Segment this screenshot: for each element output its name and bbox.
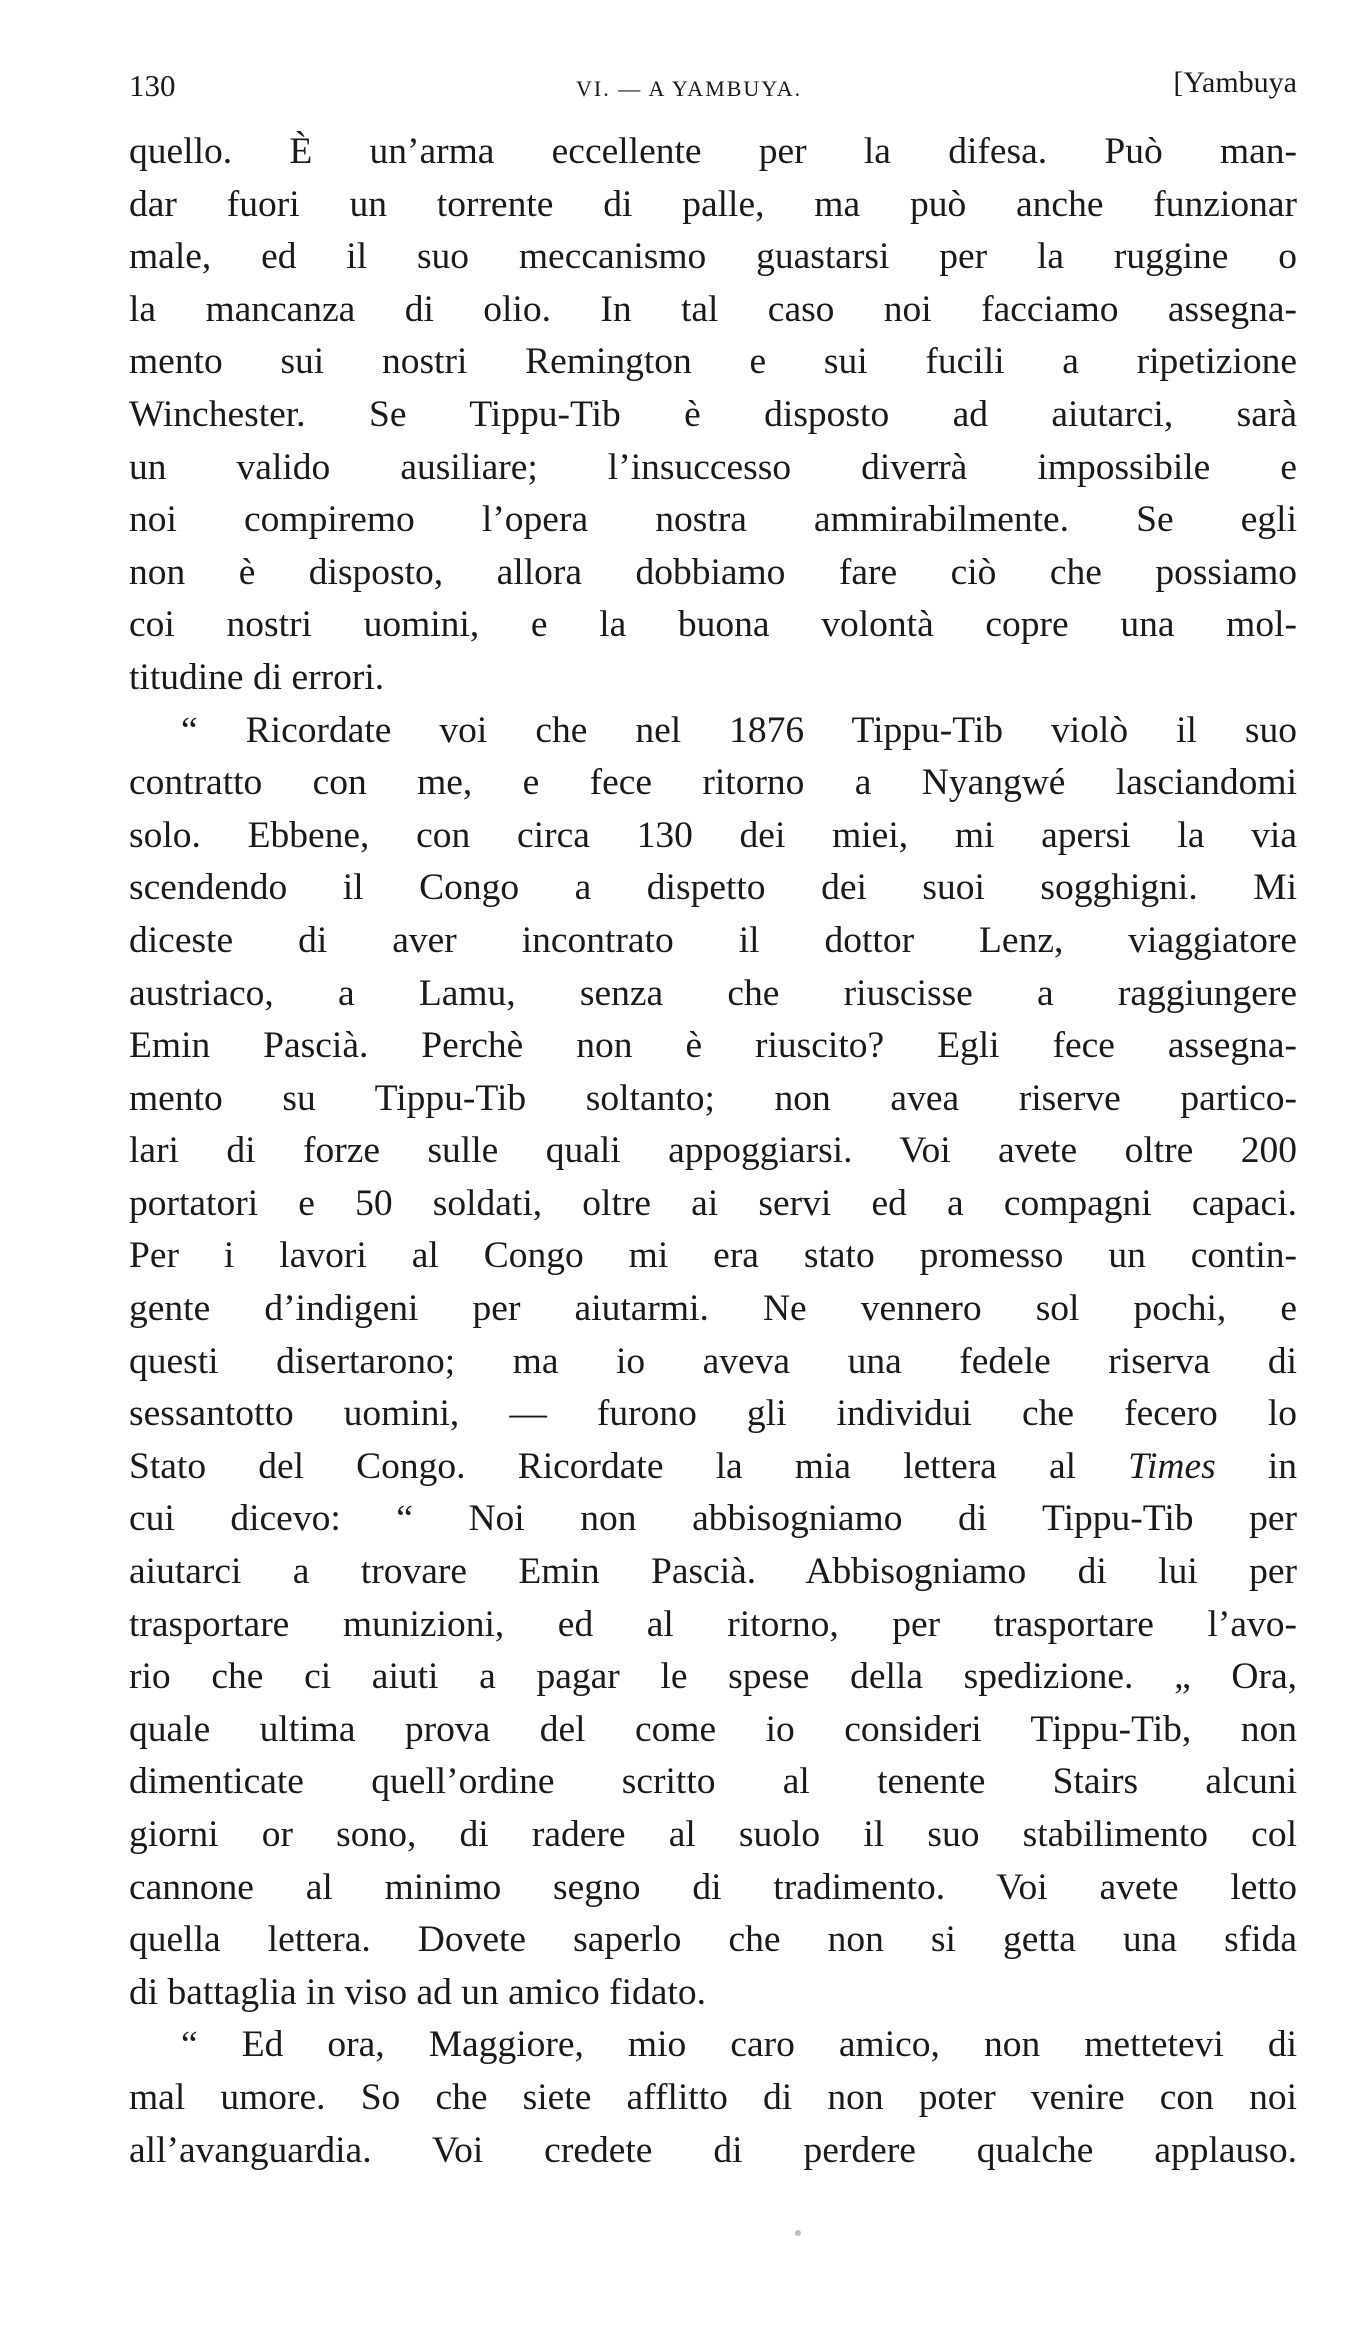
text-line: diceste di aver incontrato il dottor Lenz, viaggiatore <box>129 919 1297 961</box>
text-line: coi nostri uomini, e la buona volontà copre una mol- <box>129 604 1297 646</box>
text-line: all’avanguardia. Voi credete di perdere qualche applauso. <box>129 2129 1297 2171</box>
text-line: Winchester. Se Tippu-Tib è disposto ad aiutarci, sarà <box>129 393 1297 435</box>
text-line: mento sui nostri Remington e sui fucili a ripetizione <box>129 341 1297 383</box>
text-line: rio che ci aiuti a pagar le spese della spedizione. „ Ora, <box>129 1656 1297 1698</box>
text-line: cannone al minimo segno di tradimento. Voi avete letto <box>129 1866 1297 1908</box>
text-line: mal umore. So che siete afflitto di non poter venire con noi <box>129 2076 1297 2118</box>
text-line: sessantotto uomini, — furono gli individui che fecero lo <box>129 1393 1297 1435</box>
body-text <box>129 126 1297 2177</box>
text-line: Emin Pascià. Perchè non è riuscito? Egli fece assegna- <box>129 1025 1297 1067</box>
paragraph-end-line: titudine di errori. <box>129 656 385 698</box>
page-number: 130 <box>129 68 176 103</box>
text-line: male, ed il suo meccanismo guastarsi per la ruggine o <box>129 236 1297 278</box>
text-line: la mancanza di olio. In tal caso noi facciamo assegna- <box>129 288 1297 330</box>
text-line-part: Stato del Congo. Ricordate la mia lettera al <box>129 1445 1077 1487</box>
text-line: questi disertarono; ma io aveva una fedele riserva di <box>129 1340 1297 1382</box>
running-title: VI. — A YAMBUYA. <box>576 76 803 101</box>
text-line: contratto con me, e fece ritorno a Nyangwé lasciandomi <box>129 762 1297 804</box>
text-line: trasportare munizioni, ed al ritorno, per trasportare l’avo- <box>129 1603 1297 1645</box>
text-line: giorni or sono, di radere al suolo il suo stabilimento col <box>129 1814 1297 1855</box>
text-line: mento su Tippu-Tib soltanto; non avea riserve partico- <box>129 1077 1297 1119</box>
text-line: scendendo il Congo a dispetto dei suoi sogghigni. Mi <box>129 867 1297 909</box>
text-line: aiutarci a trovare Emin Pascià. Abbisogniamo di lui per <box>129 1551 1297 1593</box>
text-line: gente d’indigeni per aiutarmi. Ne vennero sol pochi, e <box>129 1288 1297 1330</box>
text-line: quella lettera. Dovete saperlo che non si getta una sfida <box>129 1919 1297 1961</box>
side-note: [Yambuya <box>1173 66 1297 99</box>
text-line: dimenticate quell’ordine scritto al tenente Stairs alcuni <box>129 1761 1297 1803</box>
text-line: quale ultima prova del come io consideri Tippu-Tib, non <box>129 1708 1297 1750</box>
text-line: solo. Ebbene, con circa 130 dei miei, mi apersi la via <box>129 814 1297 856</box>
text-line: portatori e 50 soldati, oltre ai servi ed a compagni capaci. <box>129 1182 1297 1224</box>
running-head <box>129 62 1297 112</box>
text-word-in: in <box>1267 1445 1298 1487</box>
text-line: quello. È un’arma eccellente per la difesa. Può man- <box>129 131 1297 172</box>
paragraph-end-line: di battaglia in viso ad un amico fidato. <box>129 1971 706 2013</box>
text-line: Per i lavori al Congo mi era stato promesso un contin- <box>129 1235 1297 1277</box>
text-line-with-italic <box>129 1441 1297 1494</box>
text-line: non è disposto, allora dobbiamo fare ciò che possiamo <box>129 551 1297 593</box>
text-line: lari di forze sulle quali appoggiarsi. Voi avete oltre 200 <box>129 1130 1297 1172</box>
text-line: cui dicevo: “ Noi non abbisogniamo di Tippu-Tib per <box>129 1498 1297 1540</box>
text-line: noi compiremo l’opera nostra ammirabilmente. Se egli <box>129 499 1297 541</box>
text-line: un valido ausiliare; l’insuccesso diverrà impossibile e <box>129 446 1297 488</box>
text-line: dar fuori un torrente di palle, ma può anche funzionar <box>129 183 1297 225</box>
paragraph-start-line: “ Ed ora, Maggiore, mio caro amico, non mettetevi di <box>181 2024 1297 2066</box>
speck-mark <box>795 2230 801 2236</box>
text-line: austriaco, a Lamu, senza che riuscisse a raggiungere <box>129 972 1297 1014</box>
italic-times: Times <box>1128 1445 1216 1487</box>
paragraph-start-line: “ Ricordate voi che nel 1876 Tippu-Tib violò il suo <box>181 709 1297 751</box>
